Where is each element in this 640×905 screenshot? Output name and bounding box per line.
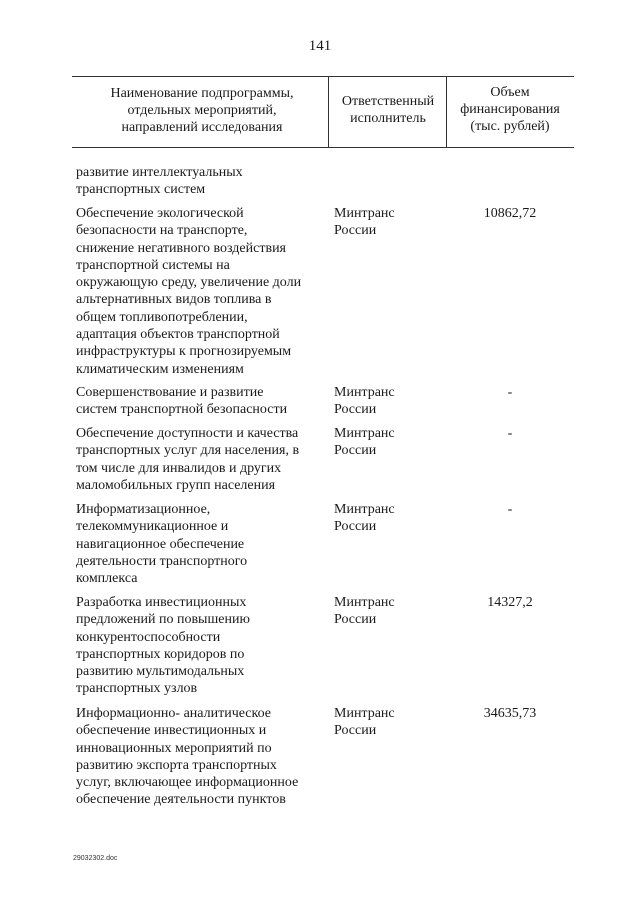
header-column-divider (328, 76, 329, 147)
row-amount: - (507, 385, 513, 400)
header-name: Наименование подпрограммы, отдельных мероприятий, направлений исследования (110, 86, 294, 135)
header-executor: Ответственный исполнитель (341, 94, 435, 126)
row-executor: Минтранс России (334, 706, 395, 739)
row-name: развитие интеллектуальных транспортных систем (76, 165, 243, 198)
row-name: Информатизационное, телекоммуникационное и навигационное обеспечение деятельности транспортного комплекса (76, 502, 248, 587)
header-amount: Объем финансирования (тыс. рублей) (460, 85, 560, 134)
row-amount: - (507, 426, 513, 441)
row-name: Обеспечение доступности и качества транспортных услуг для населения, в том числе для инвалидов и других маломобильных групп населения (76, 426, 300, 493)
row-amount: 14327,2 (487, 595, 533, 610)
row-executor: Минтранс России (334, 426, 395, 459)
row-amount: - (507, 502, 513, 517)
document-filename: 29032302.doc (73, 855, 118, 862)
row-executor: Минтранс России (334, 502, 395, 535)
row-amount: 34635,73 (483, 706, 537, 721)
row-executor: Минтранс России (334, 206, 395, 239)
row-name: Совершенствование и развитие систем транспортной безопасности (76, 385, 288, 418)
row-executor: Минтранс России (334, 385, 395, 418)
table-header-bottom-rule (72, 147, 574, 148)
page-number: 141 (308, 38, 332, 54)
row-name: Обеспечение экологической безопасности на транспорте, снижение негативного воздействия транспортной системы на окружающую среду, увеличение доли альтернативных видов топлива в общем топливопотреблении, адаптация объектов транспортной инфраструктуры к прогнозируемым климатическим изменениям (76, 206, 302, 377)
row-name: Разработка инвестиционных предложений по повышению конкурентоспособности транспортных коридоров по развитию мультимодальных транспортных узлов (76, 595, 250, 697)
row-amount: 10862,72 (483, 206, 537, 221)
header-column-divider (446, 76, 447, 147)
row-executor: Минтранс России (334, 595, 395, 628)
row-name: Информационно- аналитическое обеспечение инвестиционных и инновационных мероприятий по развитию экспорта транспортных услуг, включающее информационное обеспечение деятельности пунктов (76, 706, 299, 808)
